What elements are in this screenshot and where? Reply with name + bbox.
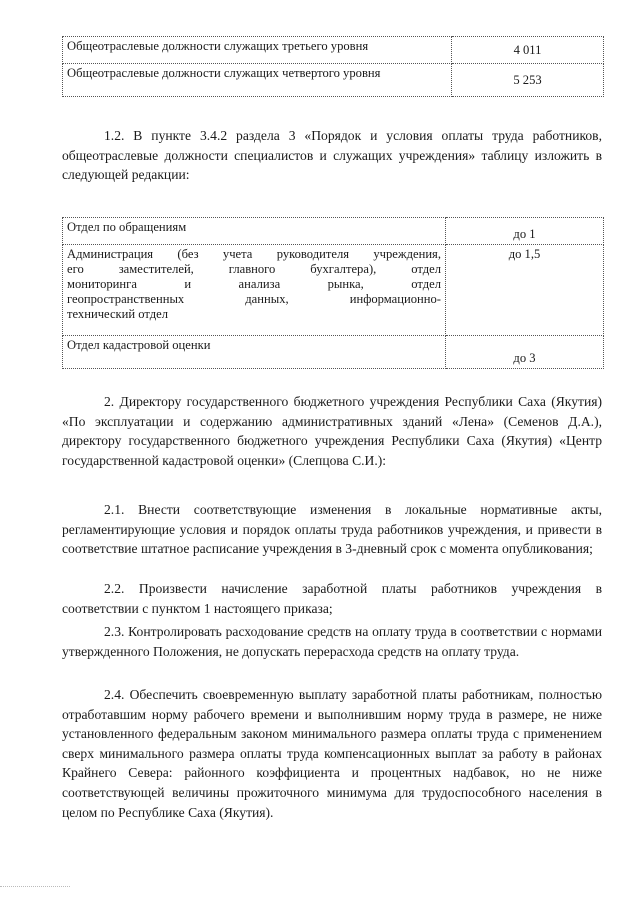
table-row — [63, 37, 604, 64]
paragraph-2: 2. Директору государственного бюджетного учреждения Республики Саха (Якутия) «По эксплуатации и содержанию административных зданий «Лена» (Семенов Д.А.), директору государственного бюджетного учреждения Республики Саха (Якутия) «Центр государственной кадастровой оценки» (Слепцова С.И.): — [62, 394, 602, 468]
department-line: геопространственных данных, информационно- — [67, 292, 441, 306]
table-cell-coefficient: до 3 — [446, 336, 604, 369]
table-row — [63, 336, 604, 369]
table-cell-department: Отдел кадастровой оценки — [63, 336, 446, 369]
table-cell-department: Отдел по обращениям — [63, 218, 446, 245]
paragraph-2-4: 2.4. Обеспечить своевременную выплату заработной платы работникам, полностью отработавшим норму рабочего времени и выполнившим норму труда в размере, не ниже установленного федеральным законом минимального размера оплаты труда с применением сверх минимального размера оплаты труда компенсационных выплат за работу в районах Крайнего Севера: районного коэффициента и процентных надбавок, но не ниже соответствующей величины прожиточного минимума для трудоспособного населения в целом по Республике Саха (Якутия). — [62, 687, 602, 820]
paragraph-2-1: 2.1. Внести соответствующие изменения в локальные нормативные акты, регламентирующие условия и порядок оплаты труда работников учреждения, и привести в соответствие штатное расписание учреждения в 3-дневный срок с момента опубликования; — [62, 502, 602, 557]
table-cell-position: Общеотраслевые должности служащих третьего уровня — [63, 37, 452, 64]
salary-table — [62, 36, 604, 97]
paragraph-2-3: 2.3. Контролировать расходование средств на оплату труда в соответствии с нормами утвержденного Положения, не допускать перерасхода средств на оплату труда. — [62, 624, 602, 659]
scan-artifact — [0, 886, 70, 888]
paragraph-2-2: 2.2. Произвести начисление заработной платы работников учреждения в соответствии с пунктом 1 настоящего приказа; — [62, 581, 602, 616]
table-row — [63, 64, 604, 97]
department-line: технический отдел — [67, 307, 169, 321]
coefficient-table — [62, 217, 604, 369]
table-cell-position: Общеотраслевые должности служащих четвертого уровня — [63, 64, 452, 97]
table-cell-department — [63, 245, 446, 336]
department-line: его заместителей, главного бухгалтера), отдел — [67, 262, 441, 276]
paragraph-1-2: 1.2. В пункте 3.4.2 раздела 3 «Порядок и условия оплаты труда работников, общеотраслевые должности специалистов и служащих учреждения» таблицу изложить в следующей редакции: — [62, 128, 602, 183]
table-cell-amount: 5 253 — [452, 64, 604, 97]
table-cell-amount: 4 011 — [452, 37, 604, 64]
department-line: Администрация (без учета руководителя учреждения, — [67, 247, 441, 261]
table-row — [63, 245, 604, 336]
table-cell-coefficient: до 1,5 — [446, 245, 604, 336]
department-line: мониторинга и анализа рынка, отдел — [67, 277, 441, 291]
table-cell-coefficient: до 1 — [446, 218, 604, 245]
table-row — [63, 218, 604, 245]
